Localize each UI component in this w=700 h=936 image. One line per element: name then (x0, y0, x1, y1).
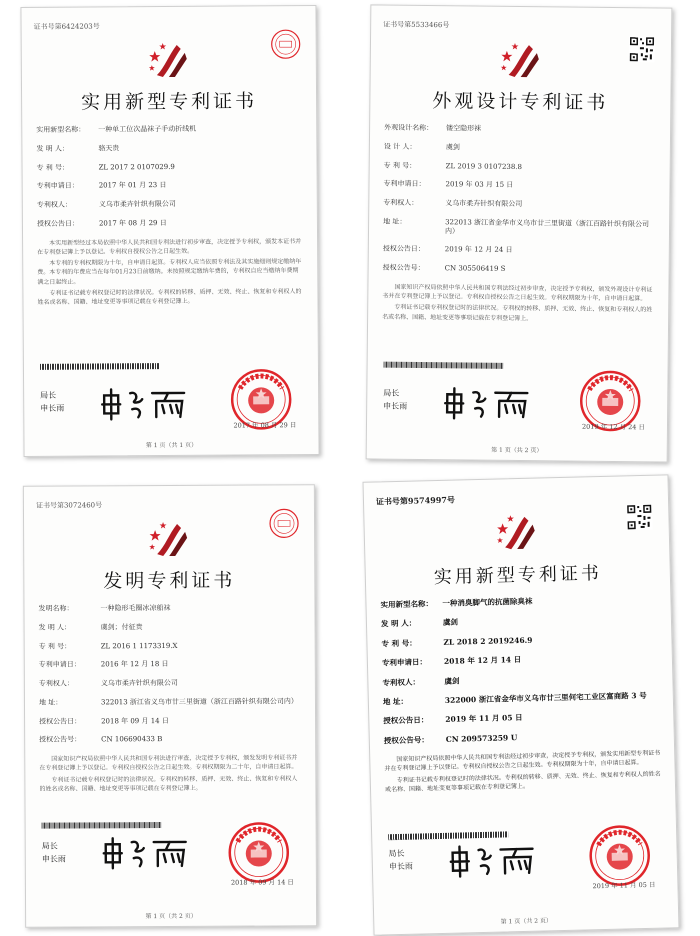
director-signature (446, 841, 537, 879)
grant-number: CN 106690433 B (101, 735, 163, 744)
holder-address: 322000 浙江省金华市义乌市廿三里何宅工业区富商路 3 号 (444, 690, 647, 705)
patent-holder: 义乌市柔卉针织有限公司 (100, 678, 178, 688)
director-block: 局长 申长雨 (41, 841, 66, 864)
application-date: 2016 年 12 月 18 日 (100, 660, 169, 669)
director-signature (441, 384, 531, 421)
page-number: 第 1 页（共 1 页） (145, 441, 198, 450)
patent-name: 镂空隐形袜 (446, 124, 482, 133)
grant-date: 2017 年 08 月 29 日 (98, 218, 167, 228)
application-date: 2017 年 01 月 23 日 (98, 181, 167, 190)
certificate-text: 国家知识产权局依照中华人民共和国专利法进行审查，决定授予专利权，颁发发明专利证书并在专利登记簿上予以登记。专利权自授权公告之日起生效。专利权期限为二十年，自申请日起算。 (39, 754, 298, 772)
qr-code-icon (629, 36, 655, 62)
director-block: 局长 申长雨 (383, 388, 408, 411)
patent-holder: 虞剑 (444, 675, 460, 686)
certificate-text: 国家知识产权局依照中华人民共和国专利法经过初步审查，决定授予专利权，颁发外观设计专利证书并在专利登记簿上予以登记。专利权自授权公告之日起生效。专利权期限为十年，自申请日起算。 (382, 283, 653, 303)
certificate-number: 证书号第5533466号 (383, 20, 450, 30)
cnipa-logo-icon (494, 509, 539, 554)
barcode (388, 831, 508, 840)
patent-holder: 义乌市柔卉针织有限公司 (445, 199, 523, 209)
page-number: 第 1 页（共 2 页） (145, 912, 197, 921)
certificate-fields: 外观设计名称： 镂空隐形袜 设 计 人： 虞剑 专 利 号： ZL 2019 3 0107238.8 专利申请日： 2019 年 03 月 15 日 专利权人： 义乌市柔卉针织有限公司 地 址： 322013 浙江省金华市义乌市廿三里街道（浙江百路针织有限公司内） 授权公告日： 2019 年 12 月 24 日 授权公告号： CN 305506419 S 国家知识产权局依照中华人民共和国专利法经过初步审查，决定授予专利权，颁发外观设计专利证书并在专利登记簿上予以登记。专利权自授权公告之日起生效。专利权期限为十年，自申请日起算。 专利证书记载专利权登记时的法律状况。专利权的转移、质押、无效、终止、恢复和专利权人的姓名或名称、国籍、地址变更等事项记载在专利登记簿上。 (382, 124, 656, 327)
application-date: 2019 年 03 月 15 日 (445, 180, 514, 190)
certificate-title: 外观设计专利证书 (432, 90, 609, 114)
cnipa-logo-icon (499, 37, 543, 81)
certificate-title: 实用新型专利证书 (81, 90, 258, 114)
seal-date: 2017 年 08 月 29 日 (233, 421, 297, 430)
certificate-text: 专利证书记载专利权登记时的法律状况。专利权的转移、质押、无效、终止、恢复和专利权人的姓名或名称、国籍、地址变更等事项记载在专利登记簿上。 (37, 288, 302, 307)
grant-date: 2018 年 09 月 14 日 (101, 716, 169, 725)
barcode (42, 822, 162, 829)
patent-number: ZL 2019 3 0107238.8 (445, 161, 523, 171)
seal-date: 2019 年 12 月 24 日 (582, 422, 646, 432)
inventor: 骆天贵 (98, 144, 120, 153)
certificate-fields: 发明名称： 一种隐形毛圈冰凉船袜 发 明 人： 虞剑；付征贵 专 利 号： ZL 2016 1 1173319.X 专利申请日： 2016 年 12 月 18 日 专利权人： 义乌市柔卉针织有限公司 地 址： 322013 浙江省义乌市廿三里街道（浙江百路针织有限公司内） 授权公告日： 2018 年 09 月 14 日 授权公告号： CN 106690433 B 国家知识产权局依照中华人民共和国专利法进行审查，决定授予专利权，颁发发明专利证书并在专利登记簿上予以登记。专利权自授权公告之日起生效。专利权期限为二十年，自申请日起算。 专利证书记载专利权登记时的法律状况。专利权的转移、质押、无效、终止、恢复和专利权人的姓名或名称、国籍、地址变更等事项记载在专利登记簿上。 (38, 603, 301, 796)
grant-number: CN 305506419 S (444, 264, 506, 273)
official-seal-icon (588, 824, 651, 887)
designer: 虞剑 (445, 142, 460, 152)
certificate-text: 专利证书记载专利权登记时的法律状况。专利权的转移、质押、无效、终止、恢复和专利权人的姓名或名称、国籍、地址变更等事项记载在专利登记簿上。 (384, 770, 661, 794)
patent-certificate-design (366, 4, 673, 462)
certificate-number: 证书号第9574997号 (375, 494, 456, 507)
director-block: 局长 申长雨 (388, 848, 414, 872)
certificate-number: 证书号第6424203号 (33, 22, 100, 31)
seal-date: 2019 年 11 月 05 日 (592, 880, 656, 891)
grant-number: CN 209573259 U (445, 732, 518, 744)
certificate-text: 本专利的专利权期限为十年，自申请日起算。专利权人应当依照专利法及其实施细则规定缴纳年费。本专利的年费应当在每年01月23日前缴纳。未按照规定缴纳年费的，专利权自应当缴纳年费期满之日起终止。 (37, 258, 302, 286)
inventor: 虞剑；付征贵 (100, 622, 143, 632)
certificate-number: 证书号第3072460号 (35, 501, 103, 510)
cnipa-logo-icon (147, 516, 191, 560)
holder-address: 322013 浙江省义乌市廿三里街道（浙江百路针织有限公司内） (100, 697, 298, 707)
certificate-title: 发明专利证书 (103, 569, 236, 593)
patent-number: ZL 2017 2 0107029.9 (98, 162, 175, 171)
barcode (40, 363, 160, 370)
director-signature (100, 834, 190, 870)
certificate-text: 本实用新型经过本局依照中华人民共和国专利法进行初步审查，决定授予专利权，颁发本证书并在专利登记簿上予以登记。专利权自授权公告之日起生效。 (37, 237, 302, 256)
patent-number: ZL 2016 1 1173319.X (100, 641, 178, 650)
official-seal-icon (228, 821, 290, 883)
certificate-title: 实用新型专利证书 (433, 562, 603, 589)
application-date: 2018 年 12 月 14 日 (443, 655, 522, 666)
director-signature (98, 385, 188, 422)
red-stamp-icon (270, 28, 302, 60)
page-number: 第 1 页（共 2 页） (491, 446, 543, 455)
director-block: 局长 申长雨 (40, 390, 65, 413)
red-stamp-icon (268, 507, 300, 539)
certificate-text: 专利证书记载专利权登记时的法律状况。专利权的转移、质押、无效、终止、恢复和专利权人的姓名或名称、国籍、地址变更等事项记载在专利登记簿上。 (39, 774, 298, 793)
cnipa-logo-icon (147, 37, 191, 81)
inventor: 虞剑 (442, 617, 459, 628)
patent-certificate-invention (23, 484, 317, 928)
patent-certificate-utility-2 (362, 474, 679, 935)
certificate-fields: 实用新型名称： 一种单工位次晶袜子手动折线机 发 明 人： 骆天贵 专 利 号： ZL 2017 2 0107029.9 专利申请日： 2017 年 01 月 23 日 专利权人： 义乌市柔卉针织有限公司 授权公告日： 2017 年 08 月 29 日 本实用新型经过本局依照中华人民共和国专利法进行初步审查，决定授予专利权，颁发本证书并在专利登记簿上予以登记。专利权自授权公告之日起生效。 本专利的专利权期限为十年，自申请日起算。专利权人应当依照专利法及其实施细则规定缴纳年费。本专利的年费应当在每年01月23日前缴纳。未按照规定缴纳年费的，专利权自应当缴纳年费期满之日起终止。 专利证书记载专利权登记时的法律状况。专利权的转移、质押、无效、终止、恢复和专利权人的姓名或名称、国籍、地址变更等事项记载在专利登记簿上。 (36, 124, 303, 309)
patent-number: ZL 2018 2 2019246.9 (443, 635, 533, 647)
certificate-fields: 实用新型名称： 一种消臭脚气的抗菌除臭袜 发 明 人： 虞剑 专 利 号： ZL 2018 2 2019246.9 专利申请日： 2018 年 12 月 14 日 专利权人： 虞剑 地 址： 322000 浙江省金华市义乌市廿三里何宅工业区富商路 3 号 授权公告日： 2019 年 11 月 05 日 授权公告号： CN 209573259 U 国家知识产权局依照中华人民共和国专利法经过初步审查，决定授予专利权，颁发实用新型专利证书并在专利登记簿上予以登记。专利权自授权公告之日起生效。专利权期限为十年，自申请日起算。 专利证书记载专利权登记时的法律状况。专利权的转移、质押、无效、终止、恢复和专利权人的姓名或名称、国籍、地址变更等事项记载在专利登记簿上。 (380, 594, 661, 797)
patent-holder: 义乌市柔卉针织有限公司 (98, 199, 176, 209)
qr-code-icon (626, 504, 653, 531)
seal-date: 2018 年 09 月 14 日 (230, 878, 294, 887)
page-number: 第 1 页（共 2 页） (500, 917, 552, 926)
patent-name: 一种隐形毛圈冰凉船袜 (100, 603, 171, 613)
patent-certificate-utility-1 (20, 5, 319, 457)
barcode (384, 362, 504, 369)
certificate-text: 专利证书记载专利权登记时的法律状况。专利权的转移、质押、无效、终止、恢复和专利权人的姓名或名称、国籍、地址变更等事项记载在专利登记簿上。 (382, 304, 653, 322)
patent-name: 一种单工位次晶袜子手动折线机 (98, 124, 197, 134)
grant-date: 2019 年 11 月 05 日 (445, 713, 523, 725)
grant-date: 2019 年 12 月 24 日 (444, 245, 513, 255)
holder-address: 322013 浙江省金华市义乌市廿三里街道（浙江百路针织有限公司内） (444, 217, 650, 235)
patent-name: 一种消臭脚气的抗菌除臭袜 (442, 596, 533, 608)
certificate-text: 国家知识产权局依照中华人民共和国专利法经过初步审查，决定授予专利权，颁发实用新型专利证书并在专利登记簿上予以登记。专利权自授权公告之日起生效。专利权期限为十年，自申请日起算。 (384, 749, 661, 773)
